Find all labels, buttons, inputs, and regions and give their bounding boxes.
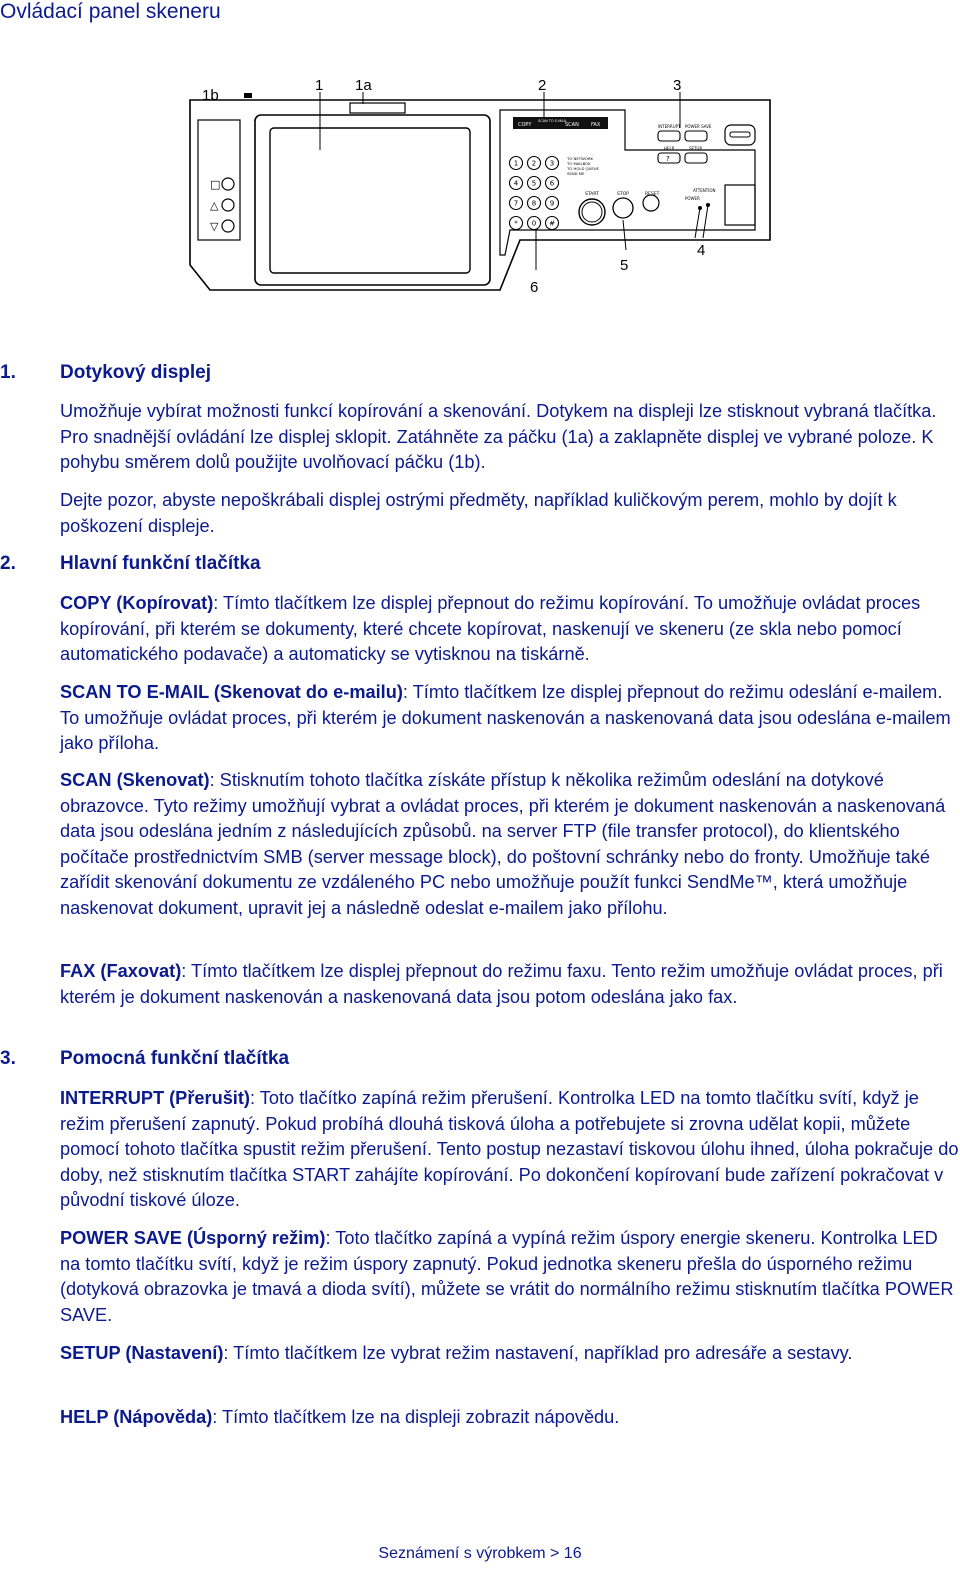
start-button-inner [582, 202, 602, 222]
fax-mode-label: FAX [591, 122, 601, 128]
section-number: 1. [0, 362, 16, 383]
power-save-description [60, 1226, 960, 1328]
callout-1b: 1b [202, 87, 219, 104]
copy-term: COPY (Kopírovat) [60, 593, 214, 613]
stop-button [613, 198, 633, 218]
interrupt-term: INTERRUPT (Přerušit) [60, 1088, 250, 1108]
keypad-area [500, 110, 755, 255]
start-label: START [585, 192, 599, 197]
fax-text: : Tímto tlačítkem lze displej přepnout do režimu faxu. Tento režim umožňuje ovládat proces, při kterém je dokument naskenován a naskenovaná data jsou potom odeslána jako fax. [60, 961, 943, 1007]
keypad-key-label: 6 [549, 179, 555, 188]
setup-label: SETUP [689, 146, 702, 151]
page-title: Ovládací panel skeneru [0, 0, 221, 23]
page-footer: Seznámení s výrobkem > 16 [378, 1545, 582, 1562]
section-1-heading [0, 362, 211, 384]
callout-1: 1 [315, 77, 324, 94]
power-save-text: : Toto tlačítko zapíná a vypíná režim úspory energie skeneru. Kontrolka LED na tomto tlačítku svítí, když je režim úspory zapnutý. Pokud jednotka skeneru přešla do úsporného režimu (dotyková obrazovka je tmavá a dioda svítí), můžete se vrátit do normálního režimu stisknutím tlačítka POWER SAVE. [60, 1228, 954, 1325]
dest-line: SEND ME [567, 171, 585, 176]
keypad-key-label: 3 [549, 159, 555, 168]
keypad-key-label: # [549, 219, 555, 228]
scan-to-email-description [60, 680, 960, 757]
nav-down-icon: ▽ [210, 220, 219, 233]
scan-mode-label: SCAN [565, 122, 579, 128]
section-title: Hlavní funkční tlačítka [60, 553, 261, 574]
scan-text: : Stisknutím tohoto tlačítka získáte přístup k několika režimům odeslání na dotykové obrazovce. Tyto režimy umožňují vybrat a ovládat proces, při kterém je dokument naskenován a naskenovaná data jsou odeslána jedním z následujících způsobů. na server FTP (file transfer protocol), do klientského počítače prostřednictvím SMB (server message block), do poštovní schránky nebo do fronty. Umožňuje také zařídit skenování dokumentu ze vzdáleného PC nebo umožňuje použít funkci SendMe™, která umožňuje naskenovat dokument, upravit jej a následně odeslat e-mailem jako přílohu. [60, 770, 946, 918]
power-save-term: POWER SAVE (Úsporný režim) [60, 1228, 326, 1248]
display-bezel [255, 115, 490, 285]
numeric-keypad [510, 157, 559, 230]
stop-label: STOP [617, 192, 629, 197]
nav-up-button [222, 199, 234, 211]
callout-line-4 [695, 208, 700, 238]
interrupt-description [60, 1086, 960, 1214]
keypad-key-label: 4 [513, 179, 519, 188]
callout-5: 5 [620, 257, 629, 274]
keypad-key-label: 7 [513, 199, 519, 208]
setup-description [60, 1341, 960, 1367]
dest-line: TO MAILBOX [567, 161, 591, 166]
fax-term: FAX (Faxovat) [60, 961, 182, 981]
nav-down-button [222, 220, 234, 232]
help-term: HELP (Nápověda) [60, 1407, 213, 1427]
interrupt-button [658, 131, 680, 141]
reset-button [643, 195, 659, 211]
power-save-button [685, 131, 707, 141]
copy-text: : Tímto tlačítkem lze displej přepnout do režimu kopírování. To umožňuje ovládat proces kopírování, při kterém se dokumenty, které chcete kopírovat, naskenují ve skeneru (ze skla nebo pomocí automatického podavače) a automaticky se vytisknou na tiskárně. [60, 593, 921, 664]
callout-6: 6 [530, 279, 539, 296]
section-number: 2. [0, 553, 16, 574]
nav-square-icon: □ [210, 178, 221, 191]
copy-description [60, 591, 960, 668]
keypad-key-label: 0 [531, 219, 537, 228]
start-button [579, 199, 605, 225]
section-3-heading [0, 1048, 289, 1070]
keypad-key-label: * [514, 219, 518, 228]
lever-1a [350, 103, 405, 113]
section-title: Dotykový displej [60, 362, 211, 383]
dest-line: TO NETWORK [567, 156, 593, 161]
keypad-key-label: 9 [549, 199, 555, 208]
copy-mode-label: COPY [518, 122, 532, 128]
help-description [60, 1405, 960, 1431]
reset-label: RESET [645, 192, 660, 197]
callout-3: 3 [673, 77, 682, 94]
section-number: 3. [0, 1048, 16, 1069]
scanner-panel-illustration [180, 70, 780, 300]
keypad-key-label: 5 [531, 179, 537, 188]
scan-to-email-term: SCAN TO E-MAIL (Skenovat do e-mailu) [60, 682, 403, 702]
help-label: HELP [664, 146, 675, 151]
fax-description [60, 959, 960, 1010]
keypad-key-label: 1 [513, 159, 519, 168]
scan-to-email-text: : Tímto tlačítkem lze displej přepnout do režimu odeslání e-mailem. To umožňuje ovládat proces, při kterém je dokument naskenován a naskenovaná data jsou odeslána e-mailem jako příloha. [60, 682, 951, 753]
section-1-paragraph-2: Dejte pozor, abyste nepoškrábali displej ostrými předměty, například kuličkovým perem, mohlo by dojít k poškození displeje. [60, 490, 897, 536]
attention-label: ATTENTION [693, 188, 716, 193]
card-slot-inner [730, 132, 750, 137]
nav-up-icon: △ [210, 199, 219, 212]
callout-4: 4 [697, 242, 706, 259]
help-question-icon: ? [666, 155, 670, 163]
release-lever-1b [244, 93, 252, 98]
setup-term: SETUP (Nastavení) [60, 1343, 224, 1363]
callout-line-5 [623, 220, 626, 250]
nav-home-button [222, 178, 234, 190]
interrupt-text: : Toto tlačítko zapíná režim přerušení. Kontrolka LED na tomto tlačítku svítí, když je režim přerušení zapnutý. Pokud probíhá dlouhá tisková úloha a potřebujete si zrovna udělat kopii, můžete pomocí tohoto tlačítka spustit režim přerušení. Tento postup nezastaví tiskovou úlohu ihned, úloha pokračuje do doby, než stisknutím tlačítka START zahájíte kopírování. Po dokončení kopírovaní bude zařízení pokračovat v původní tiskové úloze. [60, 1088, 959, 1210]
right-panel-edge [725, 185, 755, 225]
keypad-key-label: 2 [531, 159, 537, 168]
section-2-heading [0, 553, 261, 575]
touch-display [270, 128, 470, 273]
callout-line-4b [703, 205, 708, 238]
keypad-key-label: 8 [531, 199, 537, 208]
interrupt-label: INTERRUPT [658, 124, 681, 129]
scan-to-email-mode-label: SCAN TO E-MAIL [538, 119, 567, 123]
power-label: POWER [685, 196, 700, 201]
section-1-paragraph-1: Umožňuje vybírat možnosti funkcí kopírování a skenování. Dotykem na displeji lze stisknout vybraná tlačítka. Pro snadnější ovládání lze displej sklopit. Zatáhněte za páčku (1a) a zaklapněte displej ve vybrané poloze. K pohybu směrem dolů použijte uvolňovací páčku (1b). [60, 401, 937, 472]
scan-description [60, 768, 960, 921]
section-title: Pomocná funkční tlačítka [60, 1048, 290, 1069]
setup-text: : Tímto tlačítkem lze vybrat režim nastavení, například pro adresáře a sestavy. [223, 1343, 853, 1363]
help-text: : Tímto tlačítkem lze na displeji zobrazit nápovědu. [212, 1407, 620, 1427]
callout-2: 2 [538, 77, 547, 94]
scan-term: SCAN (Skenovat) [60, 770, 210, 790]
setup-button [685, 153, 707, 163]
dest-line: TO HOLD QUEUE [567, 166, 599, 171]
power-save-label: POWER SAVE [685, 124, 712, 129]
callout-1a: 1a [355, 77, 372, 94]
